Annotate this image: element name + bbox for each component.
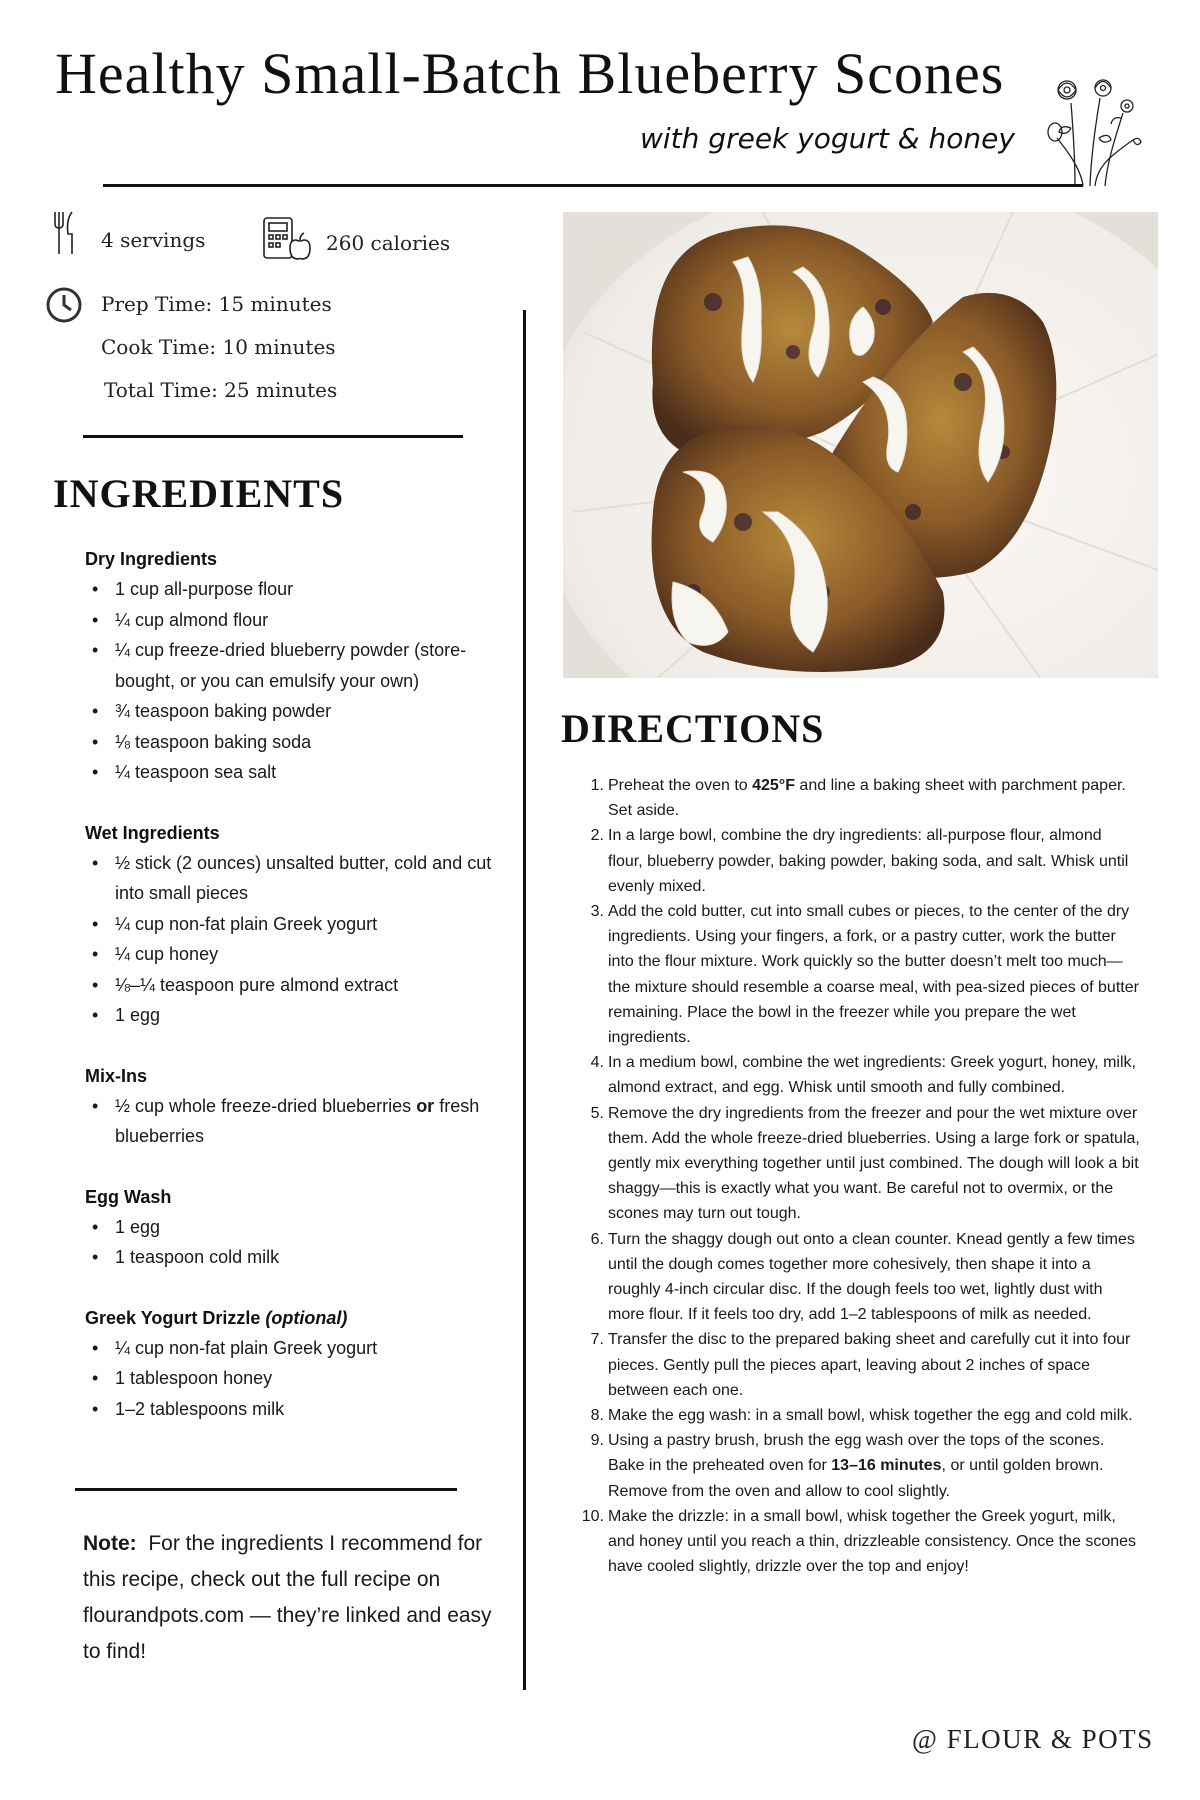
list-item: • ⅛ teaspoon baking soda — [85, 727, 505, 758]
list-item: • ¼ cup almond flour — [85, 605, 505, 636]
calculator-apple-icon — [262, 216, 312, 262]
drizzle-group — [85, 1303, 505, 1425]
step-text: In a large bowl, combine the dry ingredients: all-purpose flour, almond flour, blueberry powder, baking powder, baking soda, and salt. Whisk until evenly mixed. — [608, 827, 1129, 895]
drizzle-title — [85, 1303, 505, 1333]
wet-ingredients-list — [85, 848, 505, 1031]
step-text: Transfer the disc to the prepared baking sheet and carefully cut it into four pieces. Gently pull the pieces apart, leaving about 2 inches of space between each one. — [608, 1331, 1131, 1399]
list-item: • ¼ cup freeze-dried blueberry powder (store-bought, or you can emulsify your own) — [85, 635, 505, 696]
dry-ingredients-title: Dry Ingredients — [85, 549, 218, 569]
list-item — [85, 1091, 505, 1152]
step-text-end: , or until golden brown. Remove from the oven and allow to cool slightly. — [608, 1457, 1104, 1500]
header-divider — [103, 184, 1083, 187]
step-number: 3. — [590, 903, 604, 921]
step-number: 4. — [590, 1054, 604, 1072]
step-text: Remove the dry ingredients from the freezer and pour the wet mixture over them. Add the whole freeze-dried blueberries. Using a large fork or spatula, gently mix everything together until just combined. The dough will look a bit shaggy—this is exactly what you want. Be careful not to overmix, or the scones may turn out tough. — [608, 1104, 1140, 1223]
directions-heading: DIRECTIONS — [561, 706, 825, 751]
brand-signature: @ FLOUR & POTS — [912, 1724, 1154, 1754]
step-bold: 425°F — [752, 777, 795, 794]
mixins-item-text-end: fresh blueberries — [115, 1095, 480, 1146]
step-text-end: and line a baking sheet with parchment paper. Set aside. — [608, 777, 1126, 820]
list-item — [580, 1403, 1140, 1428]
wet-ingredients-title: Wet Ingredients — [85, 822, 220, 843]
mixins-group — [85, 1061, 505, 1152]
list-item: • 1 egg — [85, 1000, 505, 1031]
mixins-item-text: ½ cup whole freeze-dried blueberries — [115, 1095, 412, 1116]
list-item: • 1–2 tablespoons milk — [85, 1394, 505, 1425]
list-item: • ¼ cup honey — [85, 939, 505, 970]
egg-wash-group — [85, 1182, 505, 1273]
list-item — [580, 1101, 1140, 1227]
list-item: • 1 cup all-purpose flour — [85, 574, 505, 605]
directions-list — [580, 773, 1140, 1580]
step-number: 5. — [590, 1104, 604, 1122]
step-text: Preheat the oven to — [608, 777, 753, 794]
recipe-note — [83, 1526, 503, 1670]
list-item — [580, 1227, 1140, 1328]
list-item — [580, 823, 1140, 899]
step-bold: 13–16 minutes — [831, 1457, 942, 1475]
step-text: Make the egg wash: in a small bowl, whisk together the egg and cold milk. — [608, 1407, 1133, 1425]
fork-knife-icon — [52, 210, 78, 256]
drizzle-title-optional: (optional) — [265, 1307, 348, 1328]
list-item: • 1 egg — [85, 1212, 505, 1243]
list-item — [580, 1428, 1140, 1504]
calories-text: 260 calories — [326, 231, 451, 255]
list-item: • 1 tablespoon honey — [85, 1363, 505, 1394]
list-item: • ⅛–¼ teaspoon pure almond extract — [85, 970, 505, 1001]
scones-photo — [563, 212, 1158, 678]
list-item — [580, 773, 1140, 823]
drizzle-list — [85, 1333, 505, 1425]
wet-ingredients-group — [85, 818, 505, 1031]
ingredients-divider — [75, 1488, 457, 1491]
list-item: • ¾ teaspoon baking powder — [85, 696, 505, 727]
clock-icon — [45, 286, 83, 324]
step-number: 2. — [590, 827, 604, 845]
step-number: 6. — [590, 1230, 604, 1248]
step-number: 10. — [581, 1507, 604, 1525]
step-number: 7. — [590, 1331, 604, 1349]
prep-time-text: Prep Time: 15 minutes — [101, 292, 332, 316]
note-label: Note: — [83, 1532, 137, 1555]
servings-text: 4 servings — [101, 228, 206, 252]
step-text: Turn the shaggy dough out onto a clean counter. Knead gently a few times until the dough comes together more cohesively, then shape it into a roughly 4-inch circular disc. If the dough feels too wet, lightly dust with more flour. If it feels too dry, add 1–2 tablespoons of milk as needed. — [608, 1230, 1135, 1324]
recipe-subtitle: with greek yogurt & honey — [640, 122, 1015, 155]
egg-wash-list — [85, 1212, 505, 1273]
dry-ingredients-group — [85, 544, 505, 788]
recipe-title: Healthy Small-Batch Blueberry Scones — [55, 41, 1005, 106]
egg-wash-title: Egg Wash — [85, 1186, 172, 1207]
ingredients-heading: INGREDIENTS — [53, 471, 345, 516]
mixins-list — [85, 1091, 505, 1152]
mixins-title: Mix-Ins — [85, 1065, 148, 1086]
wildflower-icon — [1045, 68, 1145, 188]
list-item: • ½ stick (2 ounces) unsalted butter, cold and cut into small pieces — [85, 848, 505, 909]
scones-illustration — [563, 212, 1158, 678]
ingredients-section — [85, 544, 505, 1424]
step-number: 9. — [590, 1432, 604, 1450]
step-text: Using a pastry brush, brush the egg wash over the tops of the scones. Bake in the preheated oven for — [608, 1432, 1105, 1475]
list-item: • ¼ cup non-fat plain Greek yogurt — [85, 1333, 505, 1364]
step-text: Make the drizzle: in a small bowl, whisk together the Greek yogurt, milk, and honey until you reach a thin, drizzleable consistency. Once the scones have cooled slightly, drizzle over the top and enjoy! — [608, 1507, 1137, 1576]
list-item — [580, 1050, 1140, 1100]
total-time-text: Total Time: 25 minutes — [104, 378, 338, 402]
list-item: • 1 teaspoon cold milk — [85, 1242, 505, 1273]
step-text: In a medium bowl, combine the wet ingredients: Greek yogurt, honey, milk, almond extract, and egg. Whisk until smooth and fully combined. — [608, 1054, 1136, 1097]
meta-divider — [83, 435, 463, 438]
mixins-item-bold: or — [416, 1095, 435, 1116]
column-divider — [523, 310, 526, 1690]
cook-time-text: Cook Time: 10 minutes — [101, 335, 336, 359]
step-number: 8. — [590, 1407, 604, 1425]
drizzle-title-text: Greek Yogurt Drizzle — [85, 1307, 261, 1328]
list-item: • ¼ cup non-fat plain Greek yogurt — [85, 909, 505, 940]
list-item — [580, 899, 1140, 1050]
list-item — [580, 1327, 1140, 1403]
list-item: • ¼ teaspoon sea salt — [85, 757, 505, 788]
step-number: 1. — [590, 777, 604, 794]
step-text: Add the cold butter, cut into small cubes or pieces, to the center of the dry ingredients. Using your fingers, a fork, or a pastry cutter, work the butter into the flour mixture. Work quickly so the butter doesn’t melt too much—the mixture should resemble a coarse meal, with pea-sized pieces of butter remaining. Place the bowl in the freezer while you prepare the wet ingredients. — [608, 903, 1139, 1047]
note-text: For the ingredients I recommend for this recipe, check out the full recipe on flourandpots.com — they’re linked and easy to find! — [83, 1532, 492, 1663]
list-item — [580, 1504, 1140, 1580]
dry-ingredients-list — [85, 574, 505, 788]
